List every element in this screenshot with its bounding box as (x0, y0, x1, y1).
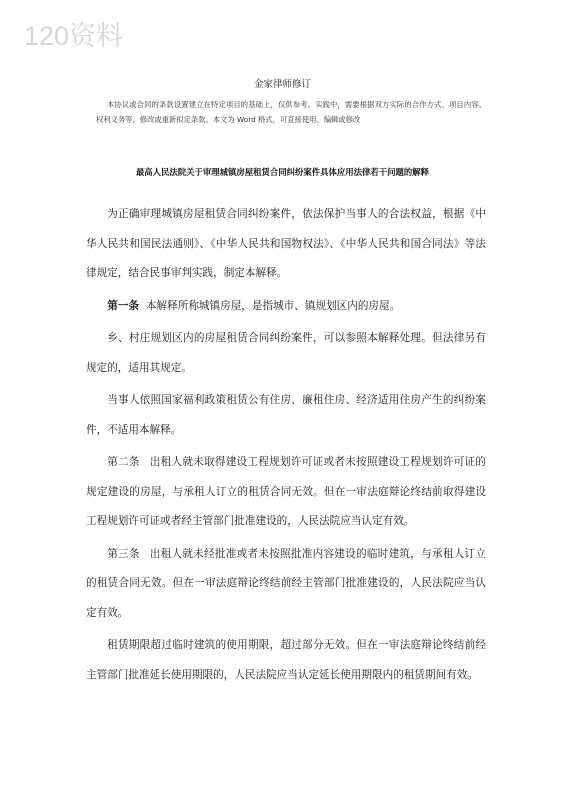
paragraph-text: 本解释所称城镇房屋，是指城市、镇规划区内的房屋。 (145, 299, 401, 312)
article-number: 第一条 (107, 299, 139, 312)
paragraph-article-3-clause-2 (86, 631, 486, 690)
paragraph-article-1 (86, 292, 486, 322)
paragraph-text: 当事人依照国家福利政策租赁公有住房、廉租住房、经济适用住房产生的纠纷案件，不适用本解释。 (86, 394, 486, 436)
reviser-heading: 金家律师修订 (253, 79, 311, 90)
document-title: 最高人民法院关于审理城镇房屋租赁合同纠纷案件具体应用法律若干问题的解释 (135, 167, 430, 177)
paragraph-text: 租赁期限超过临时建筑的使用期限，超过部分无效。但在一审法庭辩论终结前经主管部门批准延长使用期限的，人民法院应当认定延长使用期限内的租赁期间有效。 (86, 639, 486, 681)
disclaimer-text: 本协议或合同的条款设置建立在特定项目的基础上，仅供参考。实践中，需要根据双方实际的合作方式、项目内容、权利义务等，修改或重新拟定条款。本文为 Word 格式，可直接使用、编辑或修改 (96, 100, 486, 124)
paragraph-article-1-clause-3 (86, 386, 486, 445)
paragraph-article-2 (86, 448, 486, 537)
paragraph-text: 出租人就未取得建设工程规划许可证或者未按照建设工程规划许可证的规定建设的房屋，与承租人订立的租赁合同无效。但在一审法庭辩论终结前取得建设工程规划许可证或者经主管部门批准建设的，人民法院应当认定有效。 (86, 456, 487, 527)
watermark: 120资料 (24, 21, 124, 51)
article-number: 第二条 (107, 456, 140, 468)
paragraph-text: 为正确审理城镇房屋租赁合同纠纷案件，依法保护当事人的合法权益，根据《中华人民共和国民法通则》、《中华人民共和国物权法》、《中华人民共和国合同法》等法律规定，结合民事审判实践，制定本解释。 (86, 208, 486, 279)
document-body (86, 200, 486, 693)
paragraph-article-3 (86, 540, 486, 629)
paragraph-article-1-clause-2 (86, 324, 486, 383)
paragraph-text: 乡、村庄规划区内的房屋租赁合同纠纷案件，可以参照本解释处理。但法律另有规定的，适用其规定。 (86, 332, 486, 374)
paragraph-preamble (86, 200, 486, 289)
article-number: 第三条 (107, 547, 140, 560)
paragraph-text: 出租人就未经批准或者未按照批准内容建设的临时建筑，与承租人订立的租赁合同无效。但在一审法庭辩论终结前经主管部门批准建设的，人民法院应当认定有效。 (86, 547, 487, 619)
